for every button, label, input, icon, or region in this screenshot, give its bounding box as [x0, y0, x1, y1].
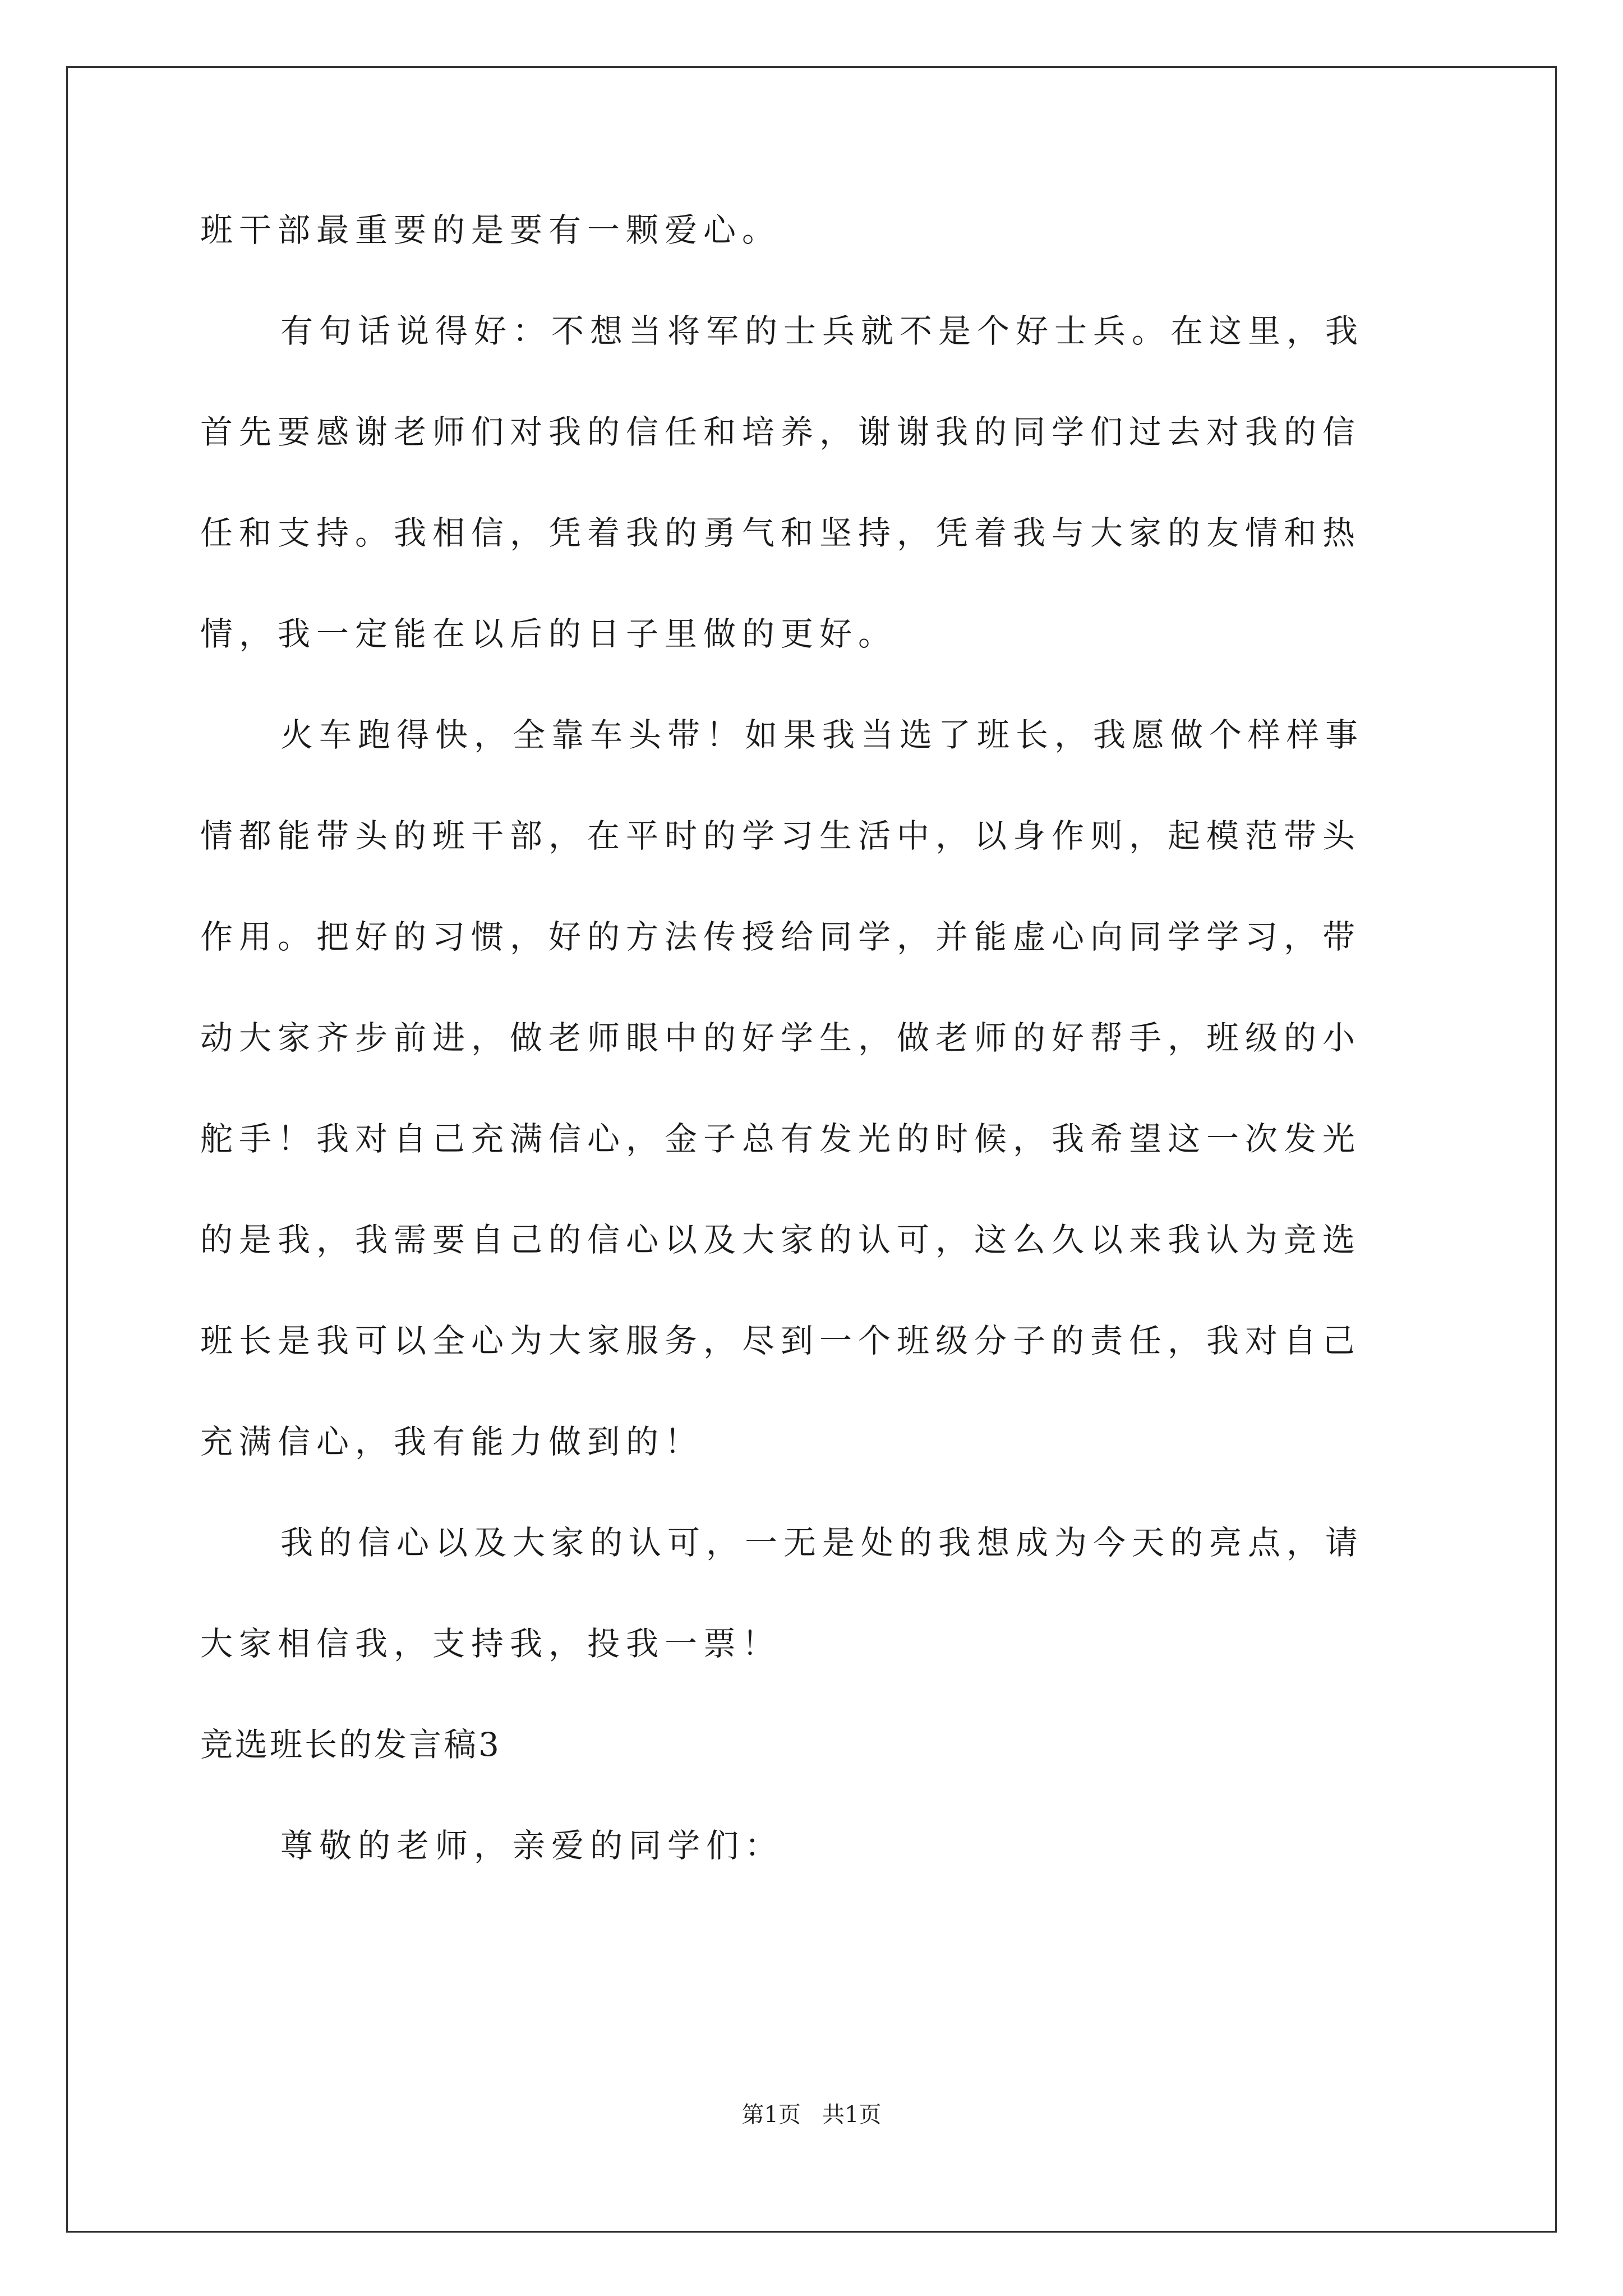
page-number-footer: 第1页 共1页	[741, 2102, 882, 2128]
paragraph-line: 班干部最重要的是要有一颗爱心。	[200, 211, 781, 249]
paragraph-line: 大家相信我，支持我，投我一票！	[200, 1625, 781, 1663]
paragraph-line: 火车跑得快，全靠车头带！如果我当选了班长，我愿做个样样事	[280, 716, 1364, 754]
paragraph-line: 班长是我可以全心为大家服务，尽到一个班级分子的责任，我对自己	[200, 1322, 1362, 1360]
document-body	[200, 202, 1430, 1918]
paragraph-line: 的是我，我需要自己的信心以及大家的认可，这么久以来我认为竞选	[200, 1221, 1362, 1259]
paragraph-line: 任和支持。我相信，凭着我的勇气和坚持，凭着我与大家的友情和热	[200, 514, 1362, 552]
paragraph-line: 我的信心以及大家的认可，一无是处的我想成为今天的亮点，请	[280, 1524, 1364, 1562]
paragraph-line: 有句话说得好：不想当将军的士兵就不是个好士兵。在这里，我	[280, 312, 1364, 350]
paragraph-line: 动大家齐步前进，做老师眼中的好学生，做老师的好帮手，班级的小	[200, 1019, 1362, 1057]
salutation-line: 尊敬的老师，亲爱的同学们：	[280, 1826, 784, 1865]
paragraph-line: 作用。把好的习惯，好的方法传授给同学，并能虚心向同学学习，带	[200, 918, 1362, 956]
paragraph-line: 情都能带头的班干部，在平时的学习生活中，以身作则，起模范带头	[200, 817, 1362, 855]
section-heading: 竞选班长的发言稿3	[200, 1726, 501, 1764]
paragraph-line: 首先要感谢老师们对我的信任和培养，谢谢我的同学们过去对我的信	[200, 413, 1362, 451]
paragraph-line: 充满信心，我有能力做到的！	[200, 1423, 704, 1461]
paragraph-line: 情，我一定能在以后的日子里做的更好。	[200, 615, 897, 653]
paragraph-line: 舵手！我对自己充满信心，金子总有发光的时候，我希望这一次发光	[200, 1120, 1362, 1158]
